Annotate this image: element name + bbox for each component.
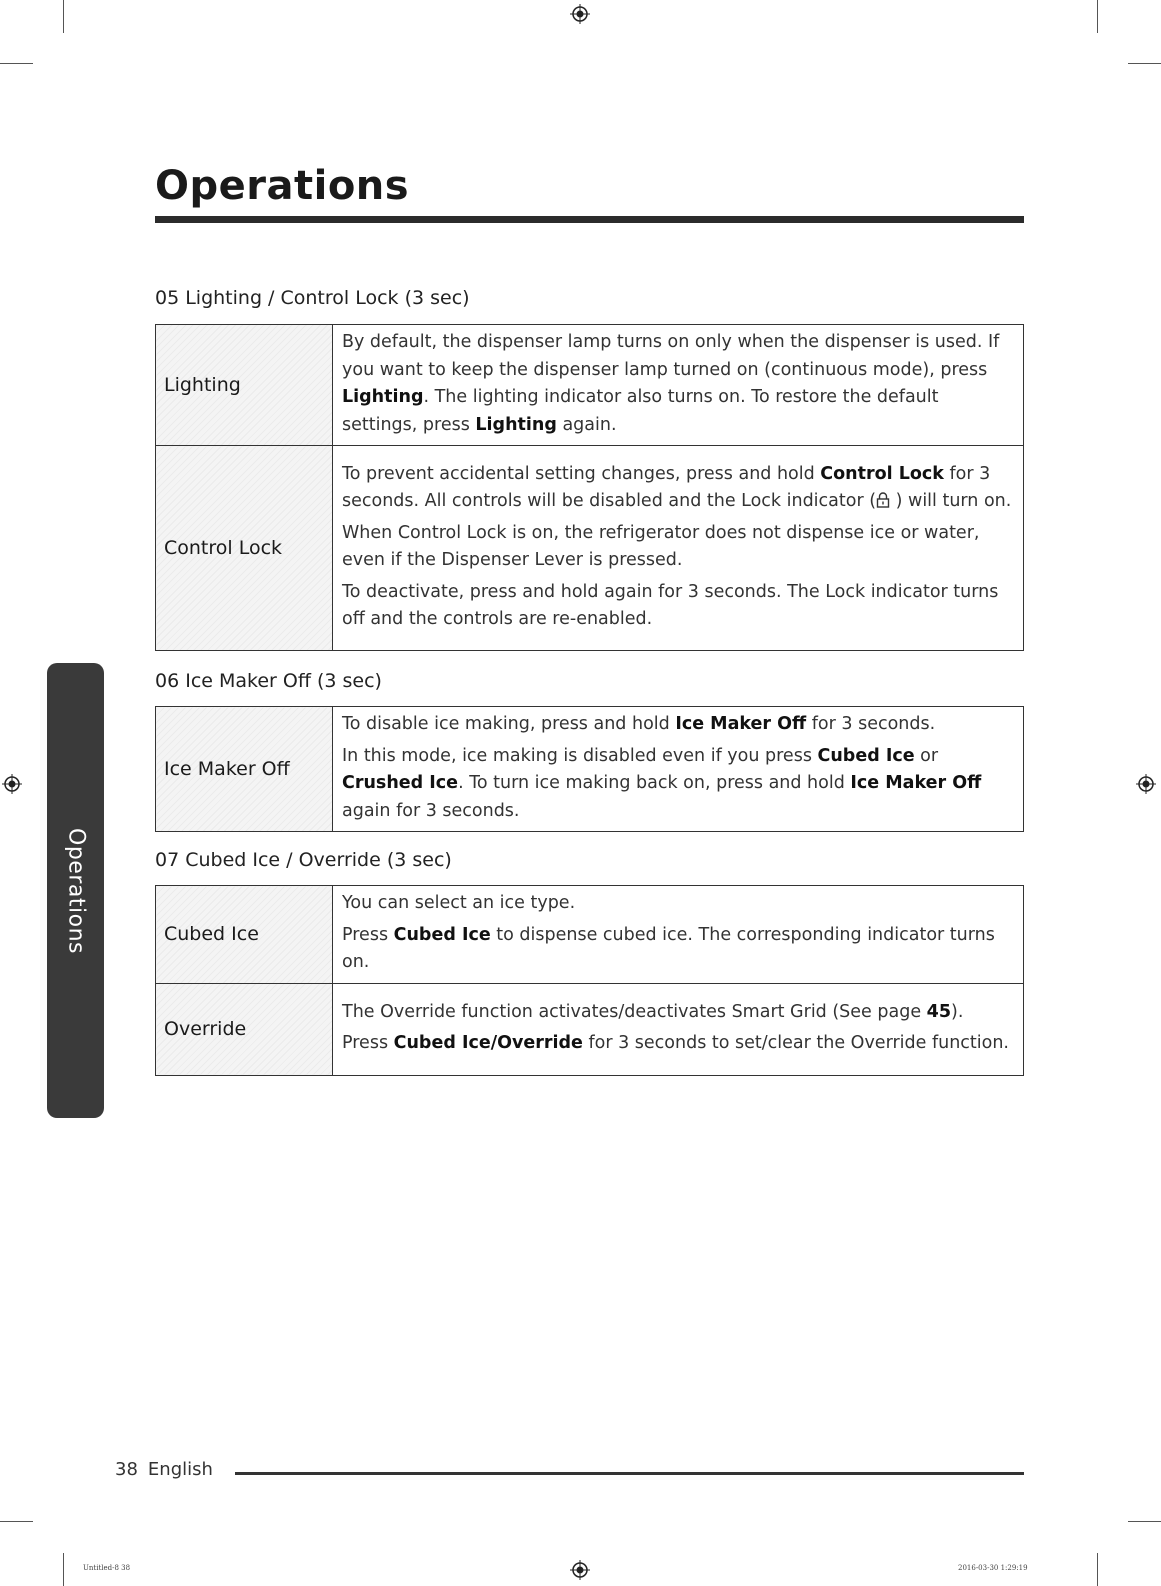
side-tab	[47, 663, 104, 1118]
row-description	[333, 446, 1024, 651]
text-run: ).	[951, 1001, 964, 1022]
text-run: When Control Lock is on, the refrigerator does not dispense ice or water, even if the Dispenser Lever is pressed.	[342, 522, 980, 570]
row-description	[333, 983, 1024, 1075]
description-paragraph	[342, 890, 1013, 918]
description-paragraph	[342, 579, 1013, 634]
section-table	[155, 324, 1024, 651]
row-description	[333, 707, 1024, 832]
crop-mark	[1097, 1553, 1098, 1586]
page-footer	[115, 1459, 213, 1480]
text-run: for 3 seconds to set/clear the Override function.	[582, 1033, 1009, 1053]
row-label: Cubed Ice	[156, 886, 333, 984]
table-row	[156, 325, 1024, 446]
table-row	[156, 886, 1024, 984]
text-run: . The lighting indicator also turns on. To restore the default settings, press	[342, 387, 939, 435]
section-table	[155, 885, 1024, 1076]
description-paragraph	[342, 743, 1013, 826]
print-info-right: 2016-03-30 1:29:19	[958, 1564, 1028, 1572]
text-run: again.	[556, 414, 617, 435]
bold-term: Cubed Ice/Override	[393, 1033, 583, 1053]
text-run: Press	[342, 924, 394, 945]
description-paragraph	[342, 999, 1013, 1027]
text-run: again for 3 seconds.	[342, 800, 520, 821]
section-heading: 07 Cubed Ice / Override (3 sec)	[155, 849, 452, 871]
bold-term: 45	[926, 1001, 952, 1022]
text-run: ) will turn on.	[890, 491, 1012, 511]
row-label: Ice Maker Off	[156, 707, 333, 832]
page-number: 38	[115, 1459, 138, 1480]
row-label: Control Lock	[156, 446, 333, 651]
bold-term: Lighting	[342, 387, 424, 407]
text-run: To prevent accidental setting changes, press and hold	[342, 463, 821, 484]
crop-mark	[0, 63, 33, 64]
row-description	[333, 886, 1024, 984]
text-run: . To turn ice making back on, press and hold	[458, 773, 851, 793]
text-run: or	[914, 745, 939, 766]
description-paragraph	[342, 461, 1013, 516]
registration-mark-icon	[2, 774, 22, 794]
lock-icon	[876, 490, 890, 506]
description-paragraph	[342, 922, 1013, 977]
bold-term: Control Lock	[820, 463, 944, 484]
registration-mark-icon	[1136, 774, 1156, 794]
bold-term: Ice Maker Off	[850, 773, 982, 793]
text-run: In this mode, ice making is disabled even if you press	[342, 745, 818, 766]
description-paragraph	[342, 1030, 1013, 1058]
section-heading: 05 Lighting / Control Lock (3 sec)	[155, 287, 470, 309]
text-run: for 3 seconds.	[806, 714, 936, 734]
bold-term: Ice Maker Off	[675, 714, 807, 734]
text-run: To deactivate, press and hold again for 3 seconds. The Lock indicator turns off and the controls are re-enabled.	[342, 581, 999, 629]
table-row	[156, 707, 1024, 832]
table-row	[156, 446, 1024, 651]
bold-term: Cubed Ice	[817, 745, 915, 766]
row-label: Lighting	[156, 325, 333, 446]
crop-mark	[0, 1521, 33, 1522]
footer-language: English	[147, 1459, 213, 1480]
text-run: By default, the dispenser lamp turns on only when the dispenser is used. If you want to keep the dispenser lamp turned on (continuous mode), press	[342, 332, 1000, 380]
text-run: The Override function activates/deactivates Smart Grid (See page	[342, 1001, 927, 1022]
section-heading: 06 Ice Maker Off (3 sec)	[155, 670, 382, 692]
registration-mark-icon	[570, 4, 590, 24]
text-run: Press	[342, 1033, 394, 1053]
title-rule	[155, 216, 1024, 223]
bold-term: Crushed Ice	[342, 773, 459, 793]
crop-mark	[63, 1553, 64, 1586]
text-run: You can select an ice type.	[342, 893, 576, 913]
crop-mark	[1128, 63, 1161, 64]
table-row	[156, 983, 1024, 1075]
description-paragraph	[342, 711, 1013, 739]
row-description	[333, 325, 1024, 446]
text-run: To disable ice making, press and hold	[342, 714, 676, 734]
bold-term: Cubed Ice	[393, 924, 491, 945]
bold-term: Lighting	[475, 414, 557, 435]
print-info-left: Untitled-8 38	[83, 1564, 131, 1572]
description-paragraph	[342, 520, 1013, 575]
crop-mark	[63, 0, 64, 33]
side-tab-label: Operations	[63, 827, 88, 954]
row-label: Override	[156, 983, 333, 1075]
description-paragraph	[342, 329, 1013, 439]
crop-mark	[1097, 0, 1098, 33]
section-table	[155, 706, 1024, 832]
registration-mark-icon	[570, 1560, 590, 1580]
text-run: to dispense cubed ice. The corresponding indicator turns on.	[342, 924, 995, 972]
page-title: Operations	[155, 163, 410, 209]
footer-rule	[235, 1472, 1024, 1475]
text-run: for 3 seconds. All controls will be disabled and the Lock indicator (	[342, 463, 991, 511]
crop-mark	[1128, 1521, 1161, 1522]
